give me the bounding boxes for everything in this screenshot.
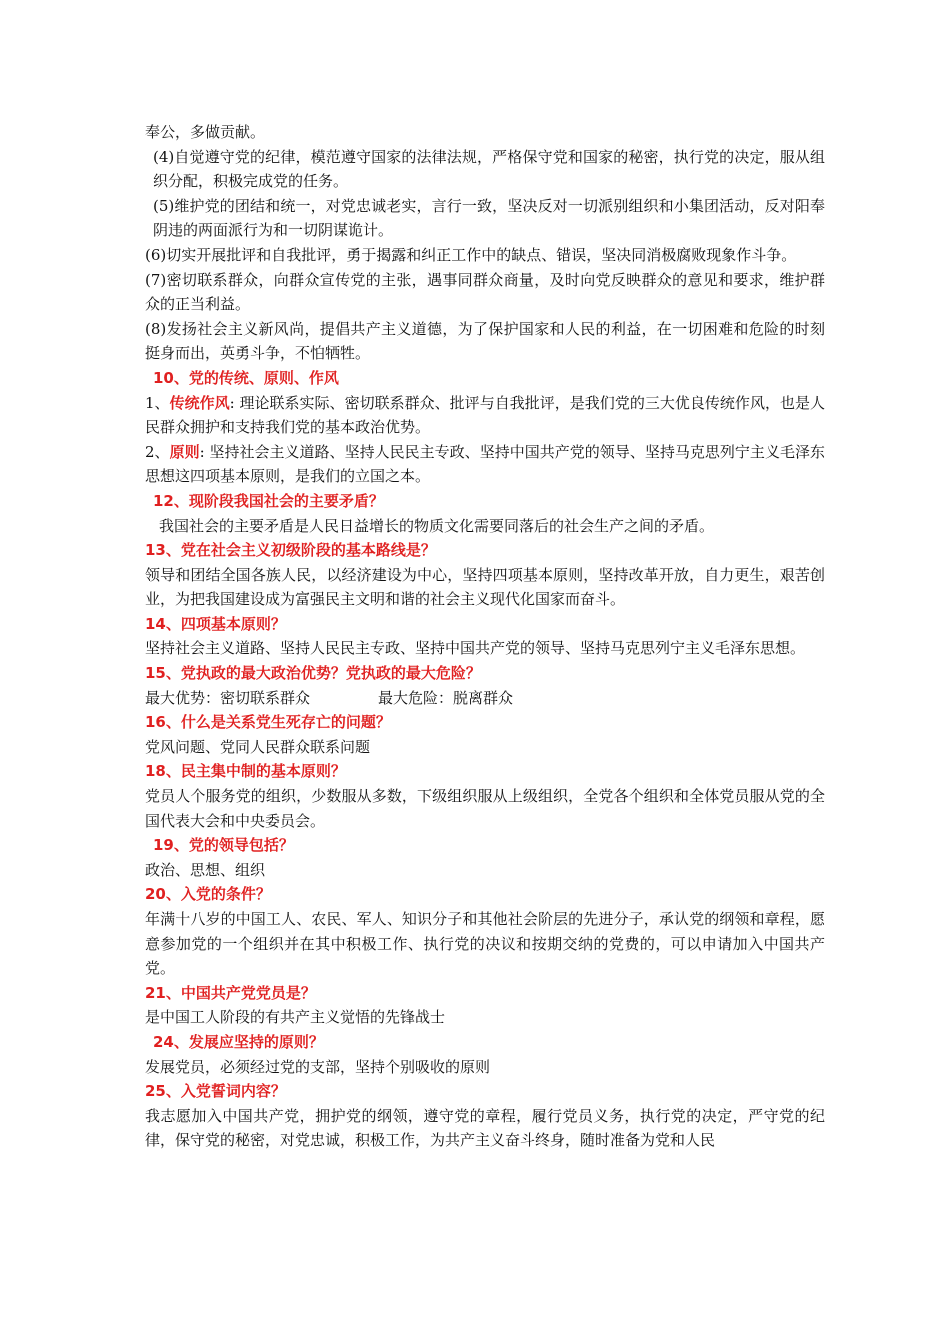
heading-14: 14、四项基本原则？ — [145, 614, 286, 633]
heading-20: 20、入党的条件？ — [145, 885, 271, 904]
paragraph-continuation: 奉公，多做贡献。 — [145, 123, 266, 141]
paragraph-item-8: (8)发扬社会主义新风尚，提倡共产主义道德，为了保护国家和人民的利益，在一切困难和危险的时刻挺身而出，英勇斗争，不怕牺牲。 — [145, 319, 825, 363]
paragraph-item-7: (7)密切联系群众，向群众宣传党的主张，遇事同群众商量，及时向党反映群众的意见和要求，维护群众的正当利益。 — [145, 270, 825, 314]
section-12-text: 我国社会的主要矛盾是人民日益增长的物质文化需要同落后的社会生产之间的矛盾。 — [159, 516, 715, 535]
heading-12: 12、现阶段我国社会的主要矛盾？ — [153, 491, 384, 510]
item-text: : 理论联系实际、密切联系群众、批评与自我批评，是我们党的三大优良传统作风，也是人民群众拥护和支持我们党的基本政治优势。 — [145, 393, 825, 437]
section-10-item-1 — [145, 391, 825, 440]
heading-13: 13、党在社会主义初级阶段的基本路线是？ — [145, 541, 436, 560]
section-21-text: 是中国工人阶段的有共产主义觉悟的先锋战士 — [145, 1008, 446, 1027]
section-14-text: 坚持社会主义道路、坚持人民民主专政、坚持中国共产党的领导、坚持马克思列宁主义毛泽东思想。 — [145, 639, 806, 658]
heading-25: 25、入党誓词内容？ — [145, 1082, 286, 1101]
section-10-item-2 — [145, 440, 825, 489]
heading-21: 21、中国共产党党员是？ — [145, 983, 316, 1002]
heading-10: 10、党的传统、原则、作风 — [153, 368, 339, 387]
section-18-text: 党员人个服务党的组织，少数服从多数，下级组织服从上级组织，全党各个组织和全体党员服从党的全国代表大会和中央委员会。 — [145, 787, 825, 830]
section-13-text: 领导和团结全国各族人民，以经济建设为中心，坚持四项基本原则，坚持改革开放，自力更生，艰苦创业，为把我国建设成为富强民主文明和谐的社会主义现代化国家而奋斗。 — [145, 565, 825, 609]
term-principle: 原则 — [169, 442, 200, 461]
heading-18: 18、民主集中制的基本原则？ — [145, 762, 346, 781]
paragraph-item-5: (5)维护党的团结和统一，对党忠诚老实，言行一致，坚决反对一切派别组织和小集团活动，反对阳奉阴违的两面派行为和一切阴谋诡计。 — [153, 196, 825, 240]
heading-15: 15、党执政的最大政治优势？党执政的最大危险？ — [145, 664, 481, 683]
item-text: : 坚持社会主义道路、坚持人民民主专政、坚持中国共产党的领导、坚持马克思列宁主义毛泽东思想这四项基本原则，是我们的立国之本。 — [145, 442, 825, 486]
max-danger: 最大危险：脱离群众 — [378, 688, 514, 707]
paragraph-item-4: (4)自觉遵守党的纪律，模范遵守国家的法律法规，严格保守党和国家的秘密，执行党的决定，服从组织分配，积极完成党的任务。 — [153, 147, 825, 191]
section-24-text: 发展党员，必须经过党的支部，坚持个别吸收的原则 — [145, 1057, 491, 1076]
item-number: 1、 — [145, 393, 170, 412]
heading-24: 24、发展应坚持的原则？ — [153, 1032, 324, 1051]
section-19-text: 政治、思想、组织 — [145, 860, 266, 879]
term-tradition: 传统作风 — [169, 393, 230, 412]
item-number: 2、 — [145, 442, 170, 461]
section-20-text: 年满十八岁的中国工人、农民、军人、知识分子和其他社会阶层的先进分子，承认党的纲领和章程，愿意参加党的一个组织并在其中积极工作、执行党的决议和按期交纳的党费的，可以申请加入中国共产党。 — [145, 910, 825, 978]
section-16-text: 党风问题、党同人民群众联系问题 — [145, 737, 371, 756]
section-25-text: 我志愿加入中国共产党，拥护党的纲领，遵守党的章程，履行党员义务，执行党的决定，严守党的纪律，保守党的秘密，对党忠诚，积极工作，为共产主义奋斗终身，随时准备为党和人民 — [145, 1106, 825, 1150]
document-page — [145, 120, 825, 1153]
paragraph-item-6: (6)切实开展批评和自我批评，勇于揭露和纠正工作中的缺点、错误，坚决同消极腐败现象作斗争。 — [145, 245, 797, 264]
max-advantage: 最大优势：密切联系群众 — [145, 688, 311, 707]
heading-16: 16、什么是关系党生死存亡的问题？ — [145, 713, 391, 732]
section-15-text — [145, 686, 825, 711]
heading-19: 19、党的领导包括？ — [153, 836, 294, 855]
